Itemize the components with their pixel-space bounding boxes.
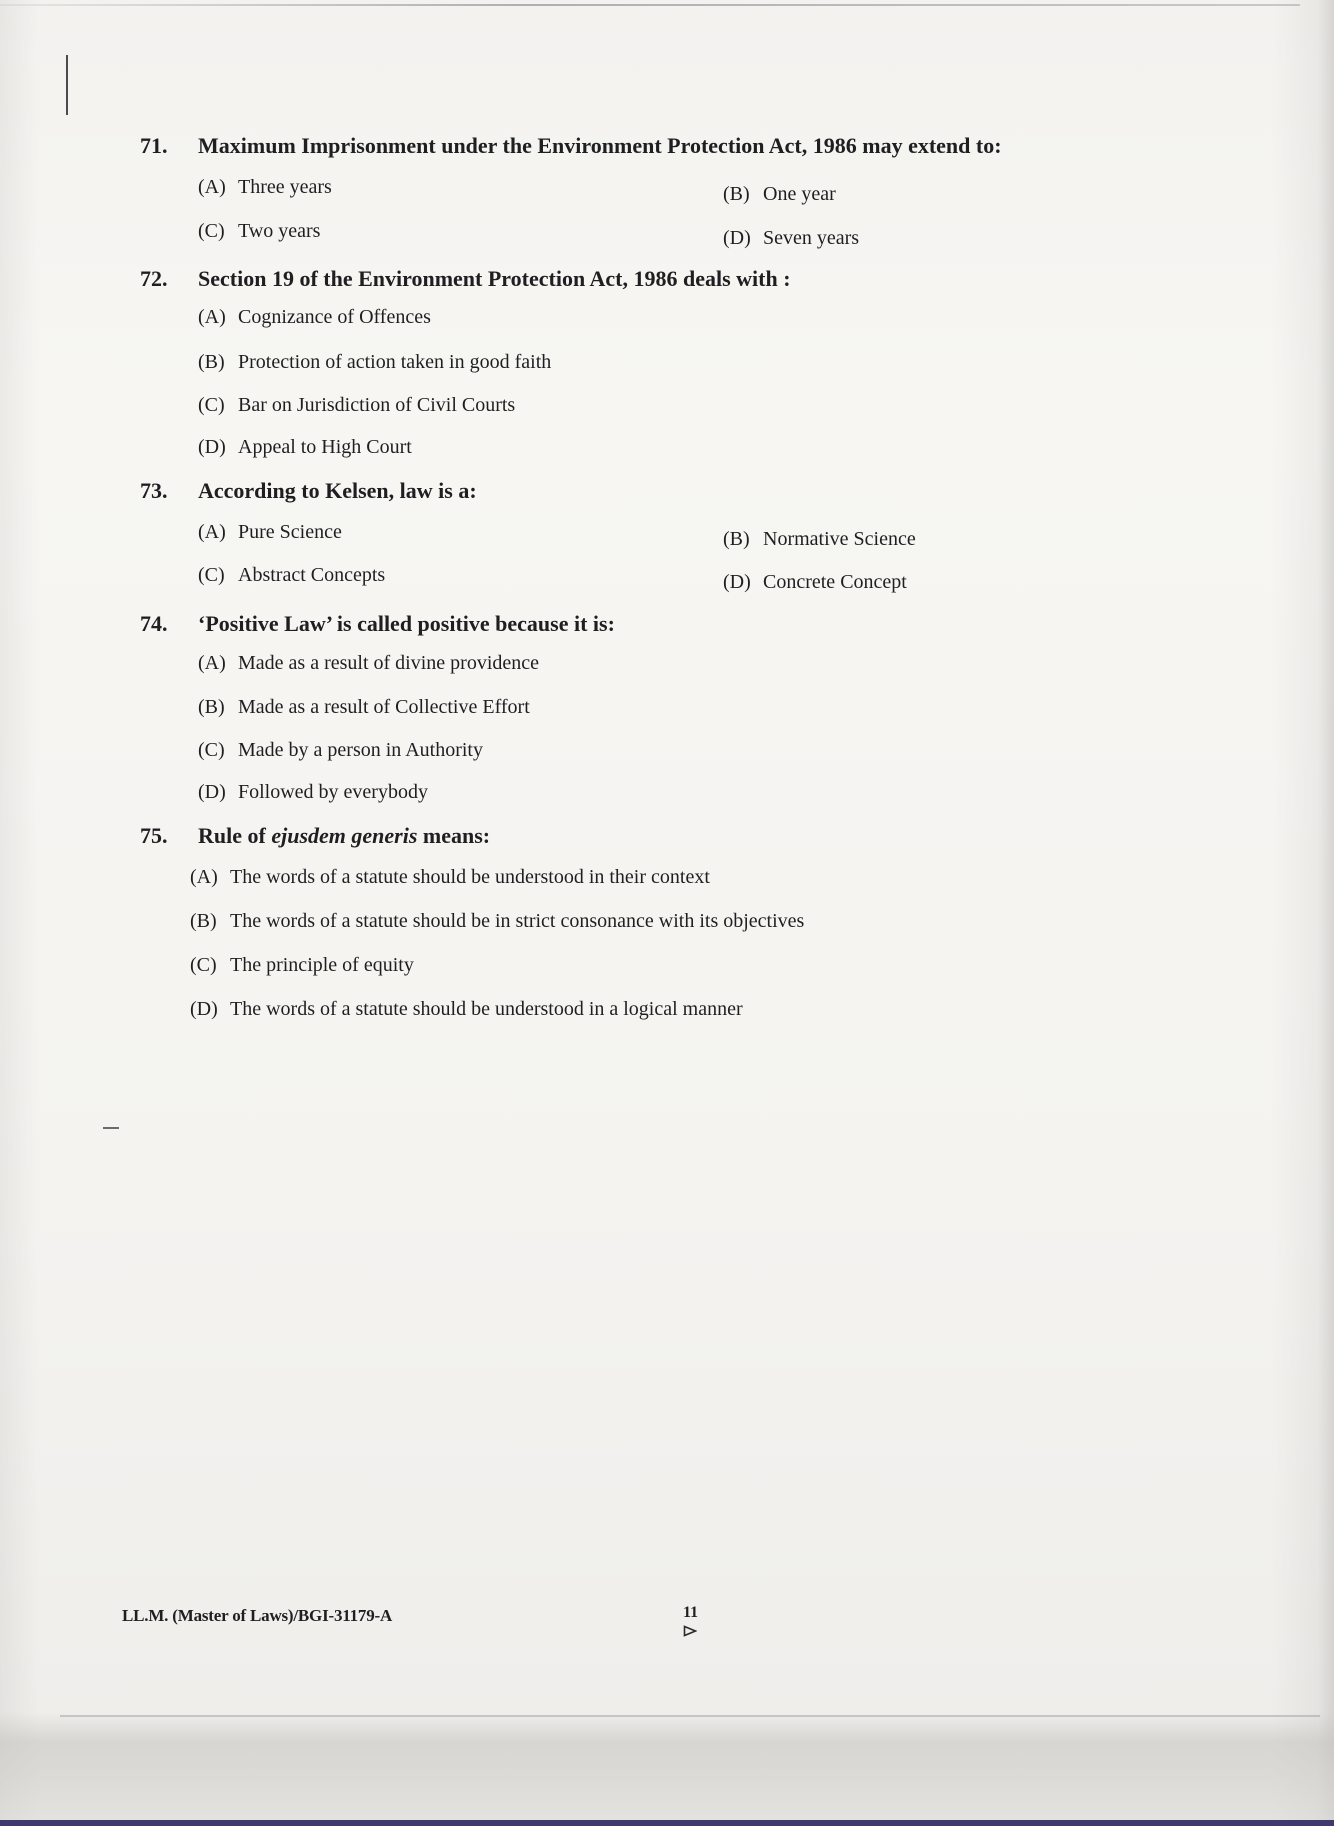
option-d xyxy=(723,227,859,250)
option-text: Three years xyxy=(238,176,332,198)
option-text: Bar on Jurisdiction of Civil Courts xyxy=(238,394,516,416)
option-letter: (D) xyxy=(190,998,218,1020)
option-letter: (C) xyxy=(198,394,225,416)
option-d xyxy=(190,998,743,1021)
page-curl-shadow xyxy=(0,1712,1334,1826)
question-text-end: means: xyxy=(417,823,491,848)
option-text: Cognizance of Offences xyxy=(238,306,431,328)
option-b xyxy=(190,910,804,933)
option-letter: (C) xyxy=(198,564,225,586)
option-letter: (C) xyxy=(198,220,225,242)
option-text: Pure Science xyxy=(238,521,342,543)
option-b xyxy=(198,696,530,719)
question-text: Maximum Imprisonment under the Environment Protection Act, 1986 may extend to: xyxy=(198,133,1002,158)
top-edge-rule xyxy=(0,4,1300,6)
option-letter: (D) xyxy=(198,436,226,458)
option-letter: (D) xyxy=(723,227,751,249)
option-letter: (B) xyxy=(723,528,750,550)
option-a xyxy=(198,306,431,329)
option-text: The principle of equity xyxy=(230,954,414,976)
option-a xyxy=(190,866,710,889)
option-letter: (A) xyxy=(198,176,226,198)
question-text: According to Kelsen, law is a: xyxy=(198,478,477,503)
option-d xyxy=(723,571,907,594)
option-a xyxy=(198,521,342,544)
option-text: Appeal to High Court xyxy=(238,436,412,458)
option-text: Concrete Concept xyxy=(763,571,907,593)
option-letter: (B) xyxy=(198,696,225,718)
option-c xyxy=(198,739,483,762)
option-letter: (A) xyxy=(198,652,226,674)
option-text: One year xyxy=(763,183,836,205)
option-a xyxy=(198,176,332,199)
exam-code: LL.M. (Master of Laws)/BGI-31179-A xyxy=(122,1606,393,1625)
option-text: Made by a person in Authority xyxy=(238,739,483,761)
option-text: Made as a result of Collective Effort xyxy=(238,696,530,718)
option-text: The words of a statute should be understood in a logical manner xyxy=(230,998,743,1020)
play-triangle-outline-icon xyxy=(683,1625,697,1637)
option-d xyxy=(198,781,428,804)
option-letter: (C) xyxy=(190,954,217,976)
left-margin-mark xyxy=(66,55,68,115)
option-a xyxy=(198,652,539,675)
option-text: Normative Science xyxy=(763,528,916,550)
option-text: The words of a statute should be understood in their context xyxy=(230,866,710,888)
option-letter: (B) xyxy=(198,351,225,373)
option-letter: (A) xyxy=(198,306,226,328)
option-letter: (D) xyxy=(723,571,751,593)
option-text: The words of a statute should be in strict consonance with its objectives xyxy=(230,910,805,932)
option-b xyxy=(723,528,916,551)
option-b xyxy=(723,183,836,206)
question-text xyxy=(198,823,490,849)
option-letter: (C) xyxy=(198,739,225,761)
question-number: 71. xyxy=(140,133,168,158)
option-c xyxy=(198,220,320,243)
option-text: Two years xyxy=(238,220,321,242)
option-c xyxy=(198,394,515,417)
scan-bottom-border xyxy=(0,1820,1334,1826)
option-letter: (B) xyxy=(190,910,217,932)
page-curl-edge xyxy=(60,1715,1320,1717)
option-c xyxy=(198,564,385,587)
option-c xyxy=(190,954,414,977)
question-text-italic: ejusdem generis xyxy=(271,823,418,848)
option-letter: (A) xyxy=(190,866,218,888)
option-letter: (B) xyxy=(723,183,750,205)
question-text: ‘Positive Law’ is called positive because it is: xyxy=(198,611,615,636)
right-page-edge xyxy=(1318,0,1334,1826)
option-text: Made as a result of divine providence xyxy=(238,652,540,674)
option-text: Seven years xyxy=(763,227,860,249)
question-number: 75. xyxy=(140,823,168,848)
option-text: Abstract Concepts xyxy=(238,564,386,586)
question-text-start: Rule of xyxy=(198,823,272,848)
option-text: Protection of action taken in good faith xyxy=(238,351,552,373)
option-letter: (D) xyxy=(198,781,226,803)
option-d xyxy=(198,436,412,459)
page-number: 11 xyxy=(683,1604,699,1621)
question-text: Section 19 of the Environment Protection Act, 1986 deals with : xyxy=(198,266,791,291)
option-b xyxy=(198,351,551,374)
question-number: 73. xyxy=(140,478,168,503)
left-margin-dash xyxy=(103,1127,119,1129)
option-text: Followed by everybody xyxy=(238,781,428,803)
question-number: 72. xyxy=(140,266,168,291)
option-letter: (A) xyxy=(198,521,226,543)
question-number: 74. xyxy=(140,611,168,636)
